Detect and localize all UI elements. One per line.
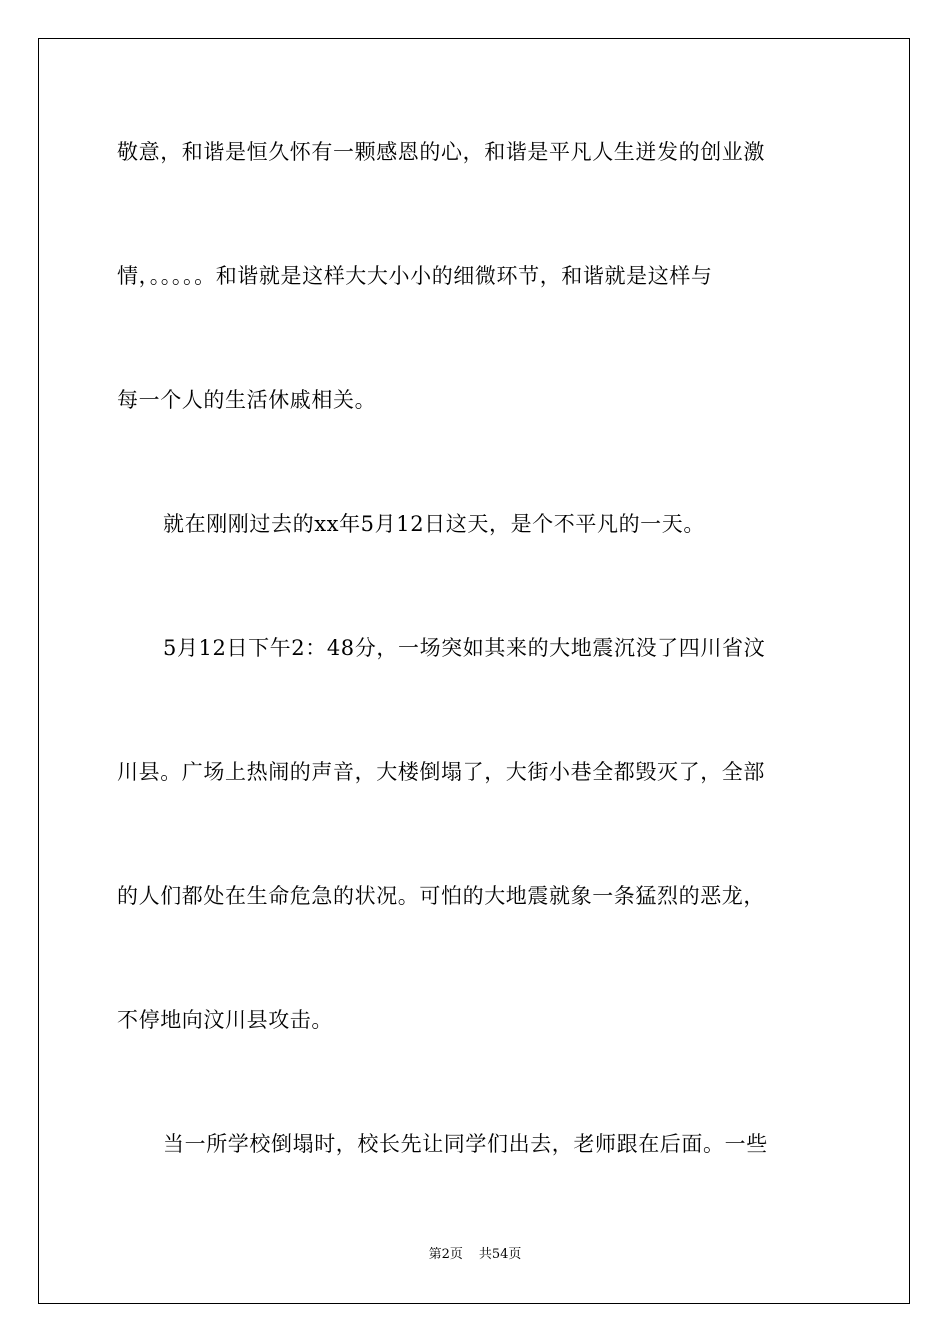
body-text-line: 不停地向汶川县攻击。	[117, 1008, 333, 1032]
paragraph-first-line: 就在刚刚过去的xx年5月12日这天，是个不平凡的一天。	[163, 512, 705, 536]
paragraph-first-line: 5月12日下午2：48分，一场突如其来的大地震沉没了四川省汶	[163, 636, 766, 660]
body-text-line: 每一个人的生活休戚相关。	[117, 388, 377, 412]
body-text-line: 情，。。。。。和谐就是这样大大小小的细微环节，和谐就是这样与	[117, 264, 713, 288]
body-text-line: 的人们都处在生命危急的状况。可怕的大地震就象一条猛烈的恶龙，	[117, 884, 765, 908]
body-text-line: 川县。广场上热闹的声音，大楼倒塌了，大街小巷全都毁灭了，全部	[117, 760, 765, 784]
page-total: 共54页	[478, 1247, 522, 1262]
page-border	[38, 38, 910, 1304]
body-text-line: 敬意，和谐是恒久怀有一颗感恩的心，和谐是平凡人生迸发的创业激	[117, 140, 765, 164]
page-footer	[0, 1246, 950, 1264]
paragraph-first-line: 当一所学校倒塌时，校长先让同学们出去，老师跟在后面。一些	[163, 1132, 768, 1156]
page-number: 第2页	[428, 1247, 463, 1262]
